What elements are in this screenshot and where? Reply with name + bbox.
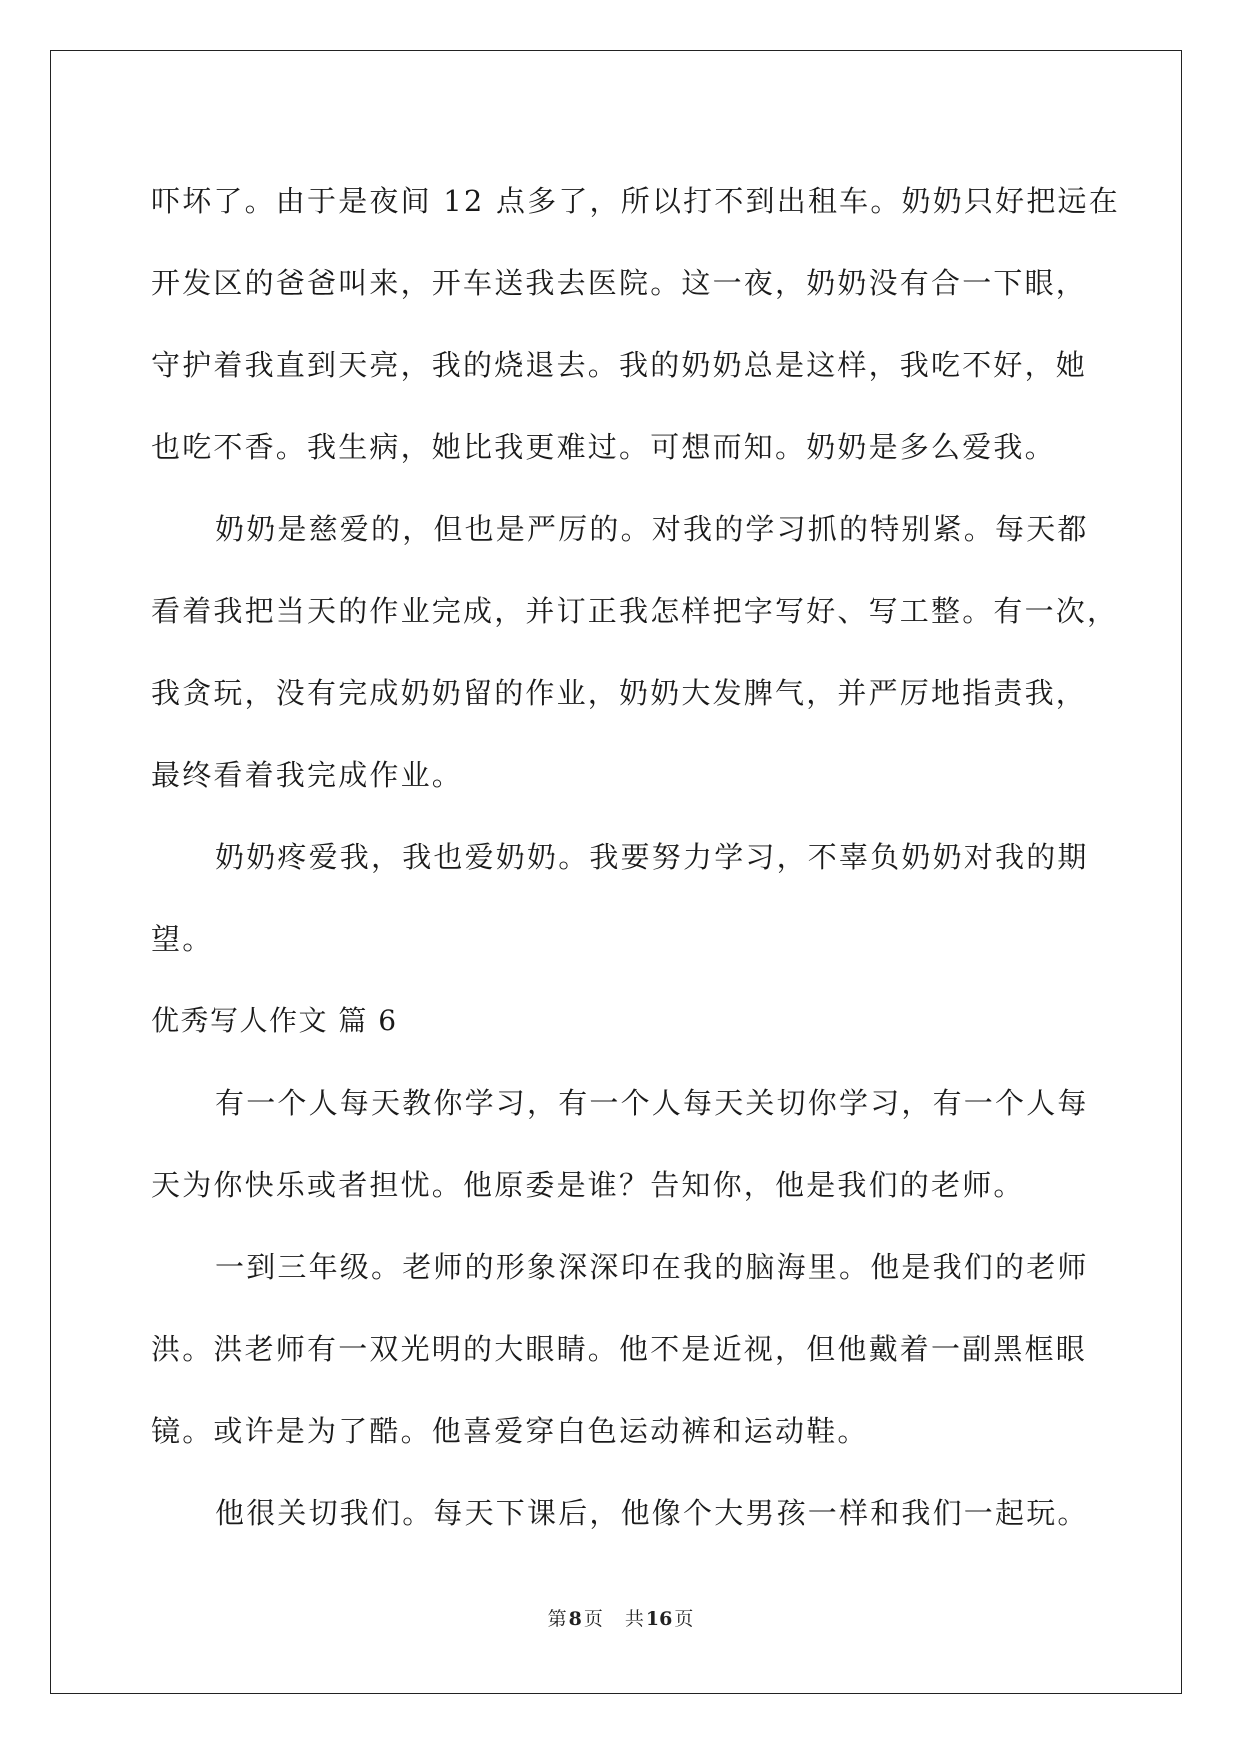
page-footer [0,1604,1241,1631]
document-body [151,160,1120,1554]
text-line: 一到三年级。老师的形象深深印在我的脑海里。他是我们的老师 [215,1250,1089,1284]
text-line: 奶奶是慈爱的，但也是严厉的。对我的学习抓的特别紧。每天都 [215,512,1089,546]
text-line: 也吃不香。我生病，她比我更难过。可想而知。奶奶是多么爱我。 [151,430,1056,464]
text-line: 开发区的爸爸叫来，开车送我去医院。这一夜，奶奶没有合一下眼， [151,266,1088,300]
page-prefix: 第 [547,1608,567,1630]
text-line: 洪。洪老师有一双光明的大眼睛。他不是近视，但他戴着一副黑框眼 [151,1332,1088,1366]
text-line: 有一个人每天教你学习，有一个人每天关切你学习，有一个人每 [215,1086,1089,1120]
page-suffix: 页 [583,1608,603,1630]
section-heading: 优秀写人作文 篇 6 [151,1004,398,1037]
text-line: 他很关切我们。每天下课后，他像个大男孩一样和我们一起玩。 [215,1496,1089,1530]
text-line: 最终看着我完成作业。 [151,758,464,792]
text-line: 镜。或许是为了酷。他喜爱穿白色运动裤和运动鞋。 [151,1414,869,1448]
text-line: 奶奶疼爱我，我也爱奶奶。我要努力学习，不辜负奶奶对我的期 [215,840,1089,874]
total-suffix: 页 [674,1608,694,1630]
text-line: 守护着我直到天亮，我的烧退去。我的奶奶总是这样，我吃不好，她 [151,348,1088,382]
text-line: 天为你快乐或者担忧。他原委是谁？告知你，他是我们的老师。 [151,1168,1025,1202]
text-line: 望。 [151,922,214,956]
text-line: 看着我把当天的作业完成，并订正我怎样把字写好、写工整。有一次， [151,594,1119,628]
page-number: 8 [568,1608,582,1630]
total-pages: 16 [645,1608,673,1630]
text-line: 吓坏了。由于是夜间 12 点多了，所以打不到出租车。奶奶只好把远在 [151,184,1120,218]
text-line: 我贪玩，没有完成奶奶留的作业，奶奶大发脾气，并严厉地指责我， [151,676,1088,710]
total-prefix: 共 [624,1608,644,1630]
